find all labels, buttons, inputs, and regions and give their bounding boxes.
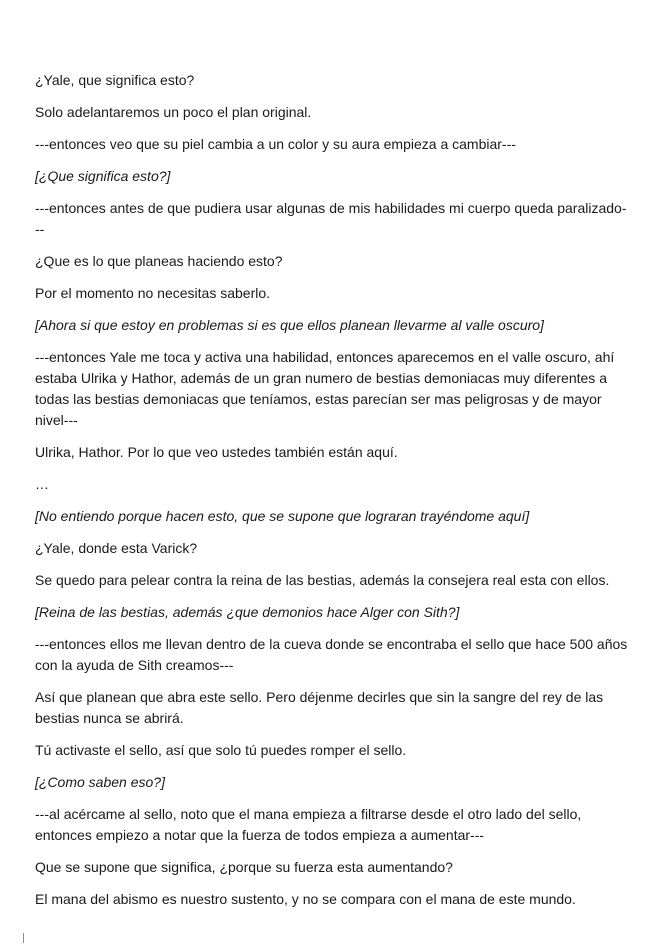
paragraph-16: ---entonces ellos me llevan dentro de la cueva donde se encontraba el sello que hace 500 años con la ayuda de Sith creamos--- [35, 636, 628, 673]
paragraph-18: Tú activaste el sello, así que solo tú puedes romper el sello. [35, 742, 407, 758]
document-page [35, 70, 630, 921]
paragraph-14: Se quedo para pelear contra la reina de las bestias, además la consejera real esta con ellos. [35, 572, 610, 588]
paragraph-6: ¿Que es lo que planeas haciendo esto? [35, 253, 283, 269]
paragraph-13: ¿Yale, donde esta Varick? [35, 540, 198, 556]
paragraph-4-thought: [¿Que significa esto?] [35, 168, 171, 184]
paragraph-12-thought: [No entiendo porque hacen esto, que se supone que lograran trayéndome aquí] [35, 508, 530, 524]
paragraph-17: Así que planean que abra este sello. Pero déjenme decirles que sin la sangre del rey de las bestias nunca se abrirá. [35, 689, 604, 726]
paragraph-11-ellipsis: … [35, 476, 49, 492]
paragraph-7: Por el momento no necesitas saberlo. [35, 285, 271, 301]
paragraph-2: Solo adelantaremos un poco el plan original. [35, 104, 312, 120]
paragraph-8-thought: [Ahora si que estoy en problemas si es que ellos planean llevarme al valle oscuro] [35, 317, 544, 333]
page-margin-mark [23, 933, 24, 943]
paragraph-20: ---al acércame al sello, noto que el mana empieza a filtrarse desde el otro lado del sello, entonces empiezo a notar que la fuerza de todos empieza a aumentar--- [35, 806, 582, 843]
paragraph-21: Que se supone que significa, ¿porque su fuerza esta aumentando? [35, 859, 453, 875]
paragraph-1: ¿Yale, que significa esto? [35, 72, 195, 88]
paragraph-9: ---entonces Yale me toca y activa una habilidad, entonces aparecemos en el valle oscuro, ahí estaba Ulrika y Hathor, además de un gran numero de bestias demoniacas muy diferentes a todas las bestias demoniacas que teníamos, estas parecían ser mas peligrosas y de mayor nivel--- [35, 349, 615, 428]
paragraph-15-thought: [Reina de las bestias, además ¿que demonios hace Alger con Sith?] [35, 604, 460, 620]
paragraph-5: ---entonces antes de que pudiera usar algunas de mis habilidades mi cuerpo queda paralizado--- [35, 200, 627, 237]
paragraph-22: El mana del abismo es nuestro sustento, y no se compara con el mana de este mundo. [35, 891, 576, 907]
paragraph-19-thought: [¿Como saben eso?] [35, 774, 165, 790]
paragraph-10: Ulrika, Hathor. Por lo que veo ustedes también están aquí. [35, 444, 398, 460]
paragraph-3: ---entonces veo que su piel cambia a un color y su aura empieza a cambiar--- [35, 136, 516, 152]
